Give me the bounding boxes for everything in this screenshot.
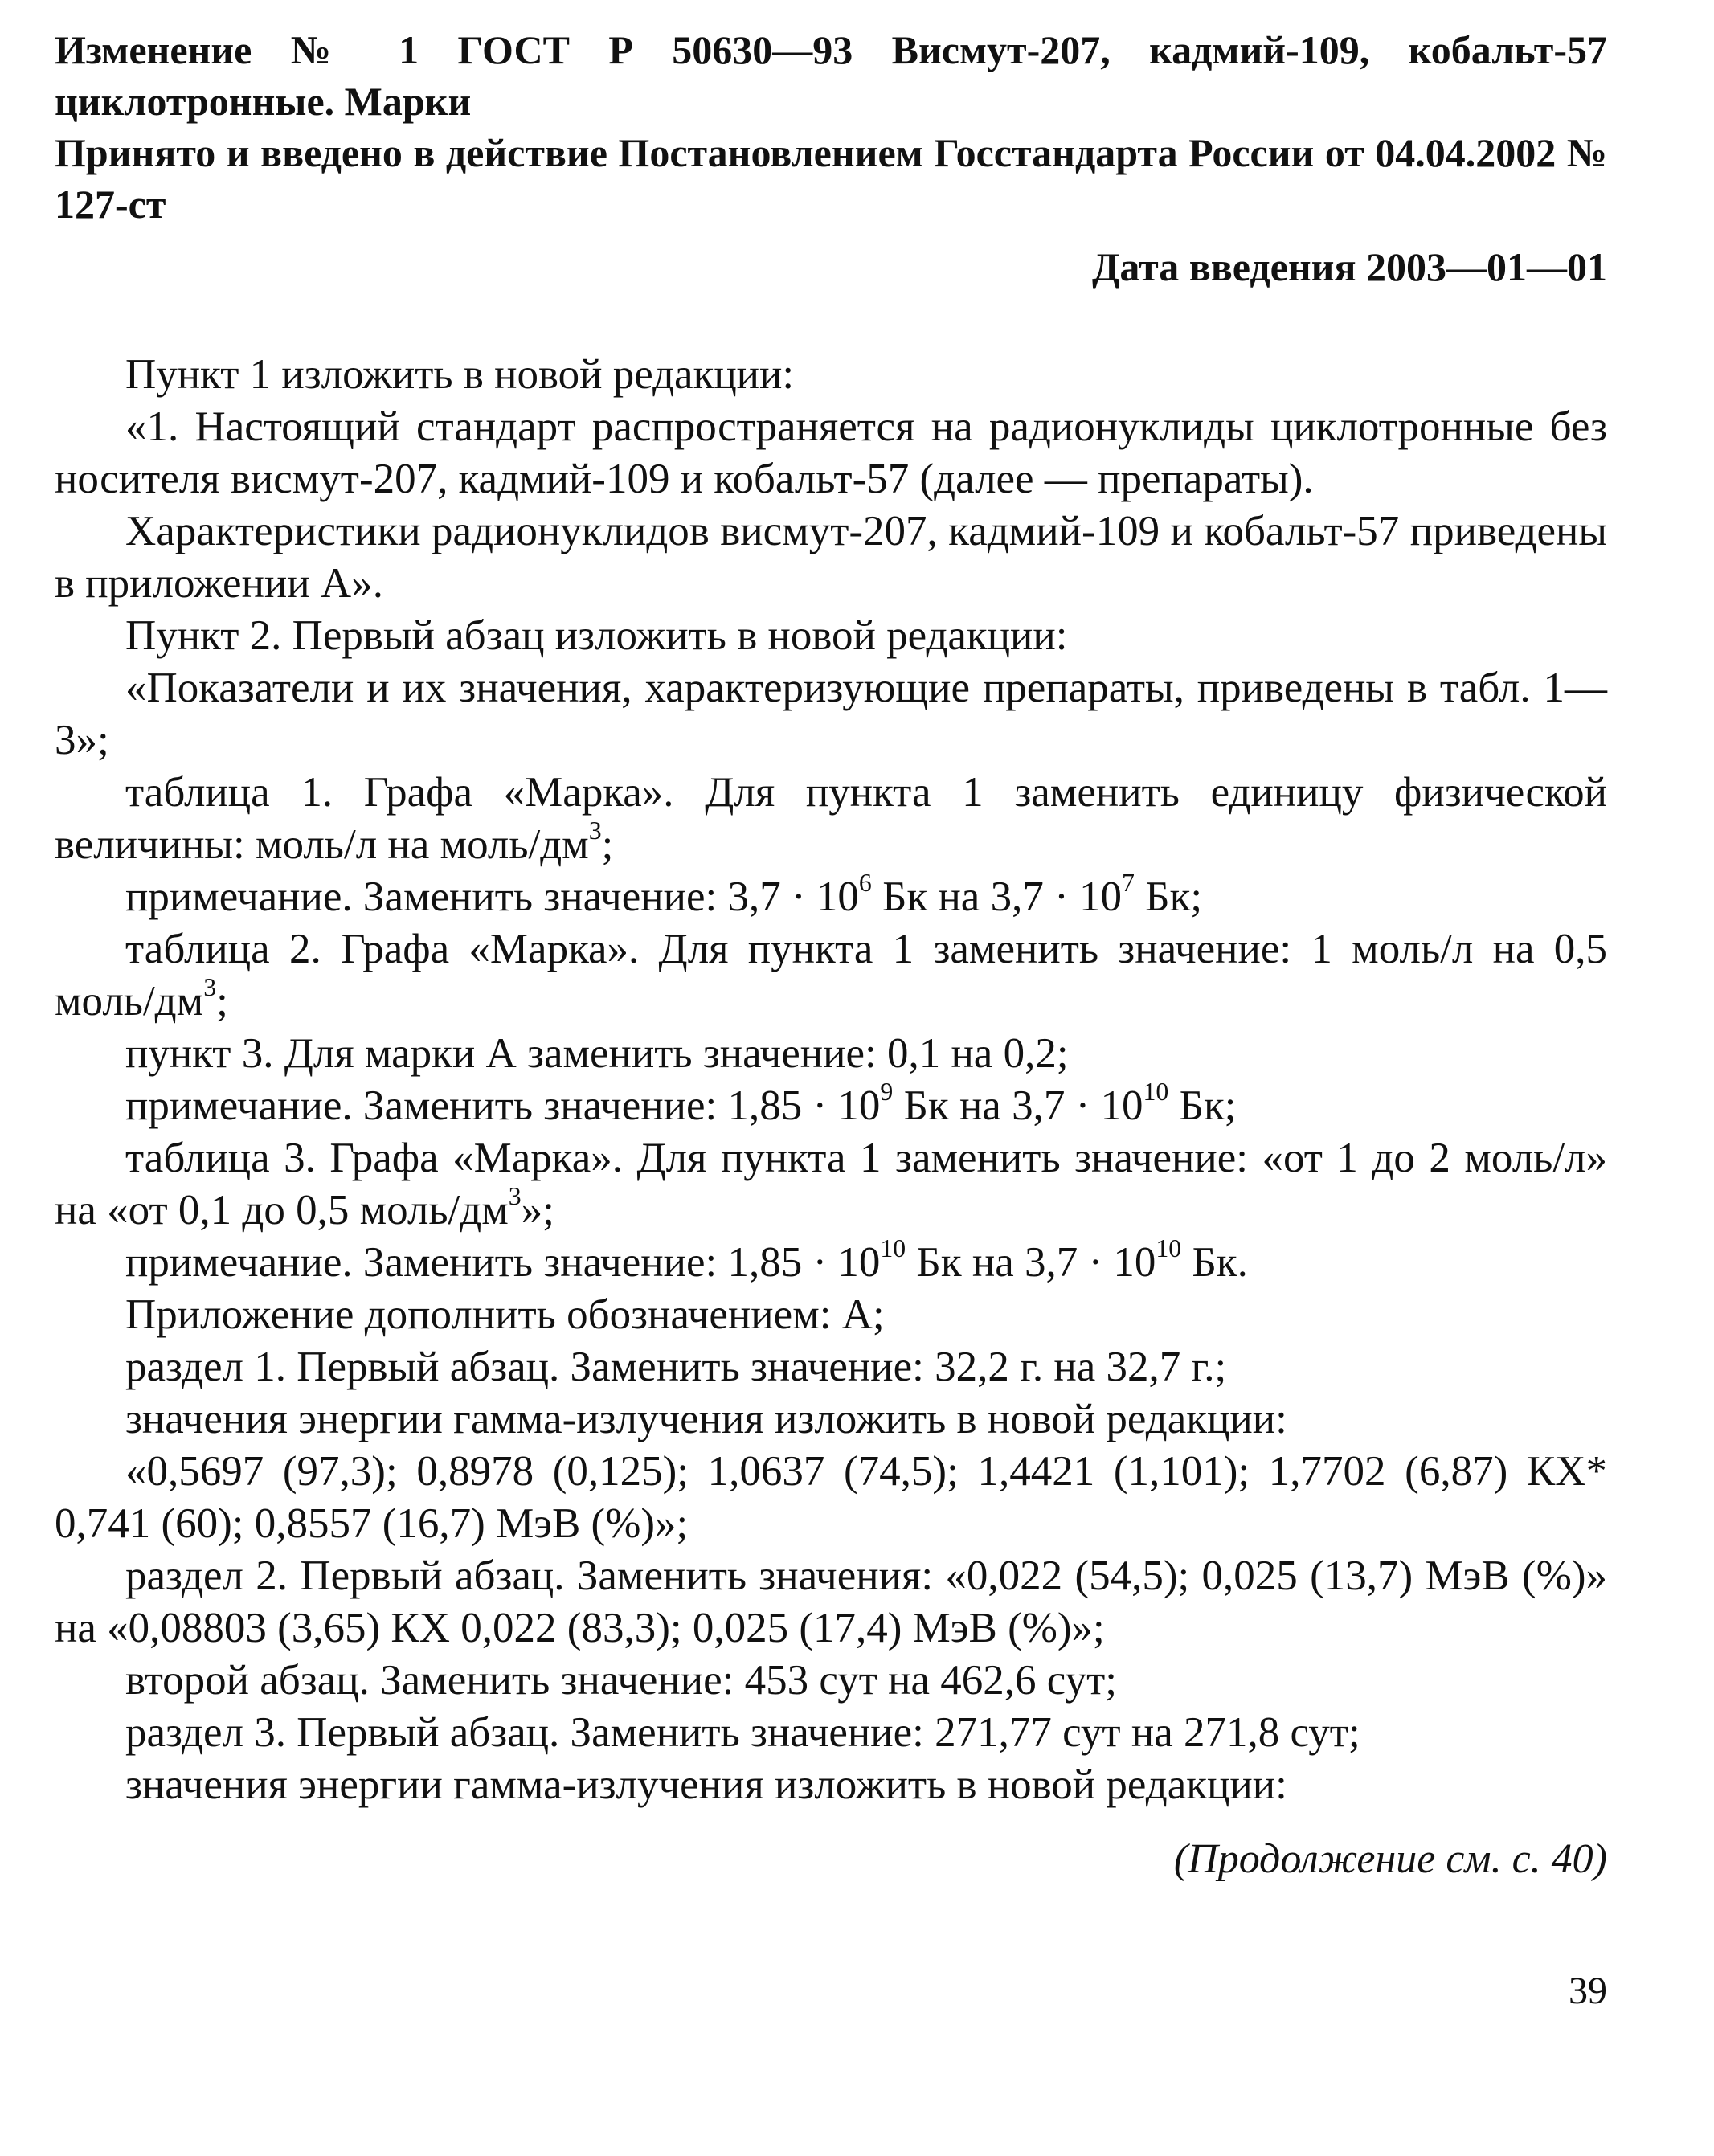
paragraph: раздел 1. Первый абзац. Заменить значение: 32,2 г. на 32,7 г.; [125,1344,1227,1390]
paragraph: «0,5697 (97,3); 0,8978 (0,125); 1,0637 (74,5); 1,4421 (1,101); 1,7702 (6,87) КХ* 0,741 (60); 0,8557 (16,7) МэВ (%)»; [55,1448,1607,1547]
paragraph: примечание. Заменить значение: $1,85 \cdot 10^{10}$ Бк на $3,7 \cdot 10^{10}$ Бк. [125,1234,1248,1286]
page-number: 39 [1569,1970,1607,2012]
amendment-body [55,349,1607,1811]
paragraph: примечание. Заменить значение: $1,85 \cdot 10^9$ Бк на $3,7 \cdot 10^{10}$ Бк; [125,1078,1237,1129]
superscript: 10 [1143,1078,1169,1107]
superscript: 6 [858,869,872,898]
superscript: 10 [1156,1234,1182,1263]
superscript: 7 [1122,869,1135,898]
adoption-statement: Принято и введено в действие Постановлением Госстандарта России от 04.04.2002 № 127-ст [55,130,1607,227]
paragraph: пункт 3. Для марки А заменить значение: 0,1 на 0,2; [125,1030,1069,1077]
paragraph: раздел 3. Первый абзац. Заменить значение: 271,77 сут на 271,8 сут; [125,1709,1360,1756]
paragraph: таблица 1. Графа «Марка». Для пункта 1 заменить единицу физической величины: моль/л на моль/$дм^3$; [55,769,1607,868]
paragraph: «1. Настоящий стандарт распространяется на радионуклиды циклотронные без носителя висмут-207, кадмий-109 и кобальт-57 (далее — препараты). [55,403,1607,502]
amendment-title: Изменение № 1 ГОСТ Р 50630—93 Висмут-207, кадмий-109, кобальт-57 циклотронные. Марки [55,27,1607,124]
superscript: 3 [203,973,217,1002]
superscript: 9 [880,1078,894,1107]
paragraph: примечание. Заменить значение: $3,7 \cdot 10^6$ Бк на $3,7 \cdot 10^7$ Бк; [125,869,1203,920]
paragraph: значения энергии гамма-излучения изложить в новой редакции: [125,1396,1287,1442]
paragraph: «Показатели и их значения, характеризующие препараты, приведены в табл. 1—3»; [55,665,1607,763]
paragraph: Пункт 2. Первый абзац изложить в новой редакции: [125,612,1068,659]
superscript: 10 [880,1234,906,1263]
paragraph: Пункт 1 изложить в новой редакции: [125,351,795,398]
paragraph: таблица 2. Графа «Марка». Для пункта 1 заменить значение: 1 моль/л на 0,5 моль/$дм^3$; [55,926,1607,1025]
paragraph: таблица 3. Графа «Марка». Для пункта 1 заменить значение: «от 1 до 2 моль/л» на «от 0,1 до 0,5 моль/$дм^3$»; [55,1135,1607,1233]
document-page [55,24,1607,2012]
effective-date: Дата введения 2003—01—01 [1092,244,1607,289]
paragraph: раздел 2. Первый абзац. Заменить значения: «0,022 (54,5); 0,025 (13,7) МэВ (%)» на «0,08803 (3,65) КХ 0,022 (83,3); 0,025 (17,4) МэВ (%)»; [55,1553,1607,1651]
superscript: 3 [588,816,602,845]
paragraph: второй абзац. Заменить значение: 453 сут на 462,6 сут; [125,1657,1117,1704]
continuation-note: (Продолжение см. с. 40) [1173,1836,1607,1882]
paragraph: Приложение дополнить обозначением: А; [125,1291,885,1338]
paragraph: значения энергии гамма-излучения изложить в новой редакции: [125,1761,1287,1808]
superscript: 3 [508,1182,522,1211]
paragraph: Характеристики радионуклидов висмут-207, кадмий-109 и кобальт-57 приведены в приложении А». [55,508,1607,607]
